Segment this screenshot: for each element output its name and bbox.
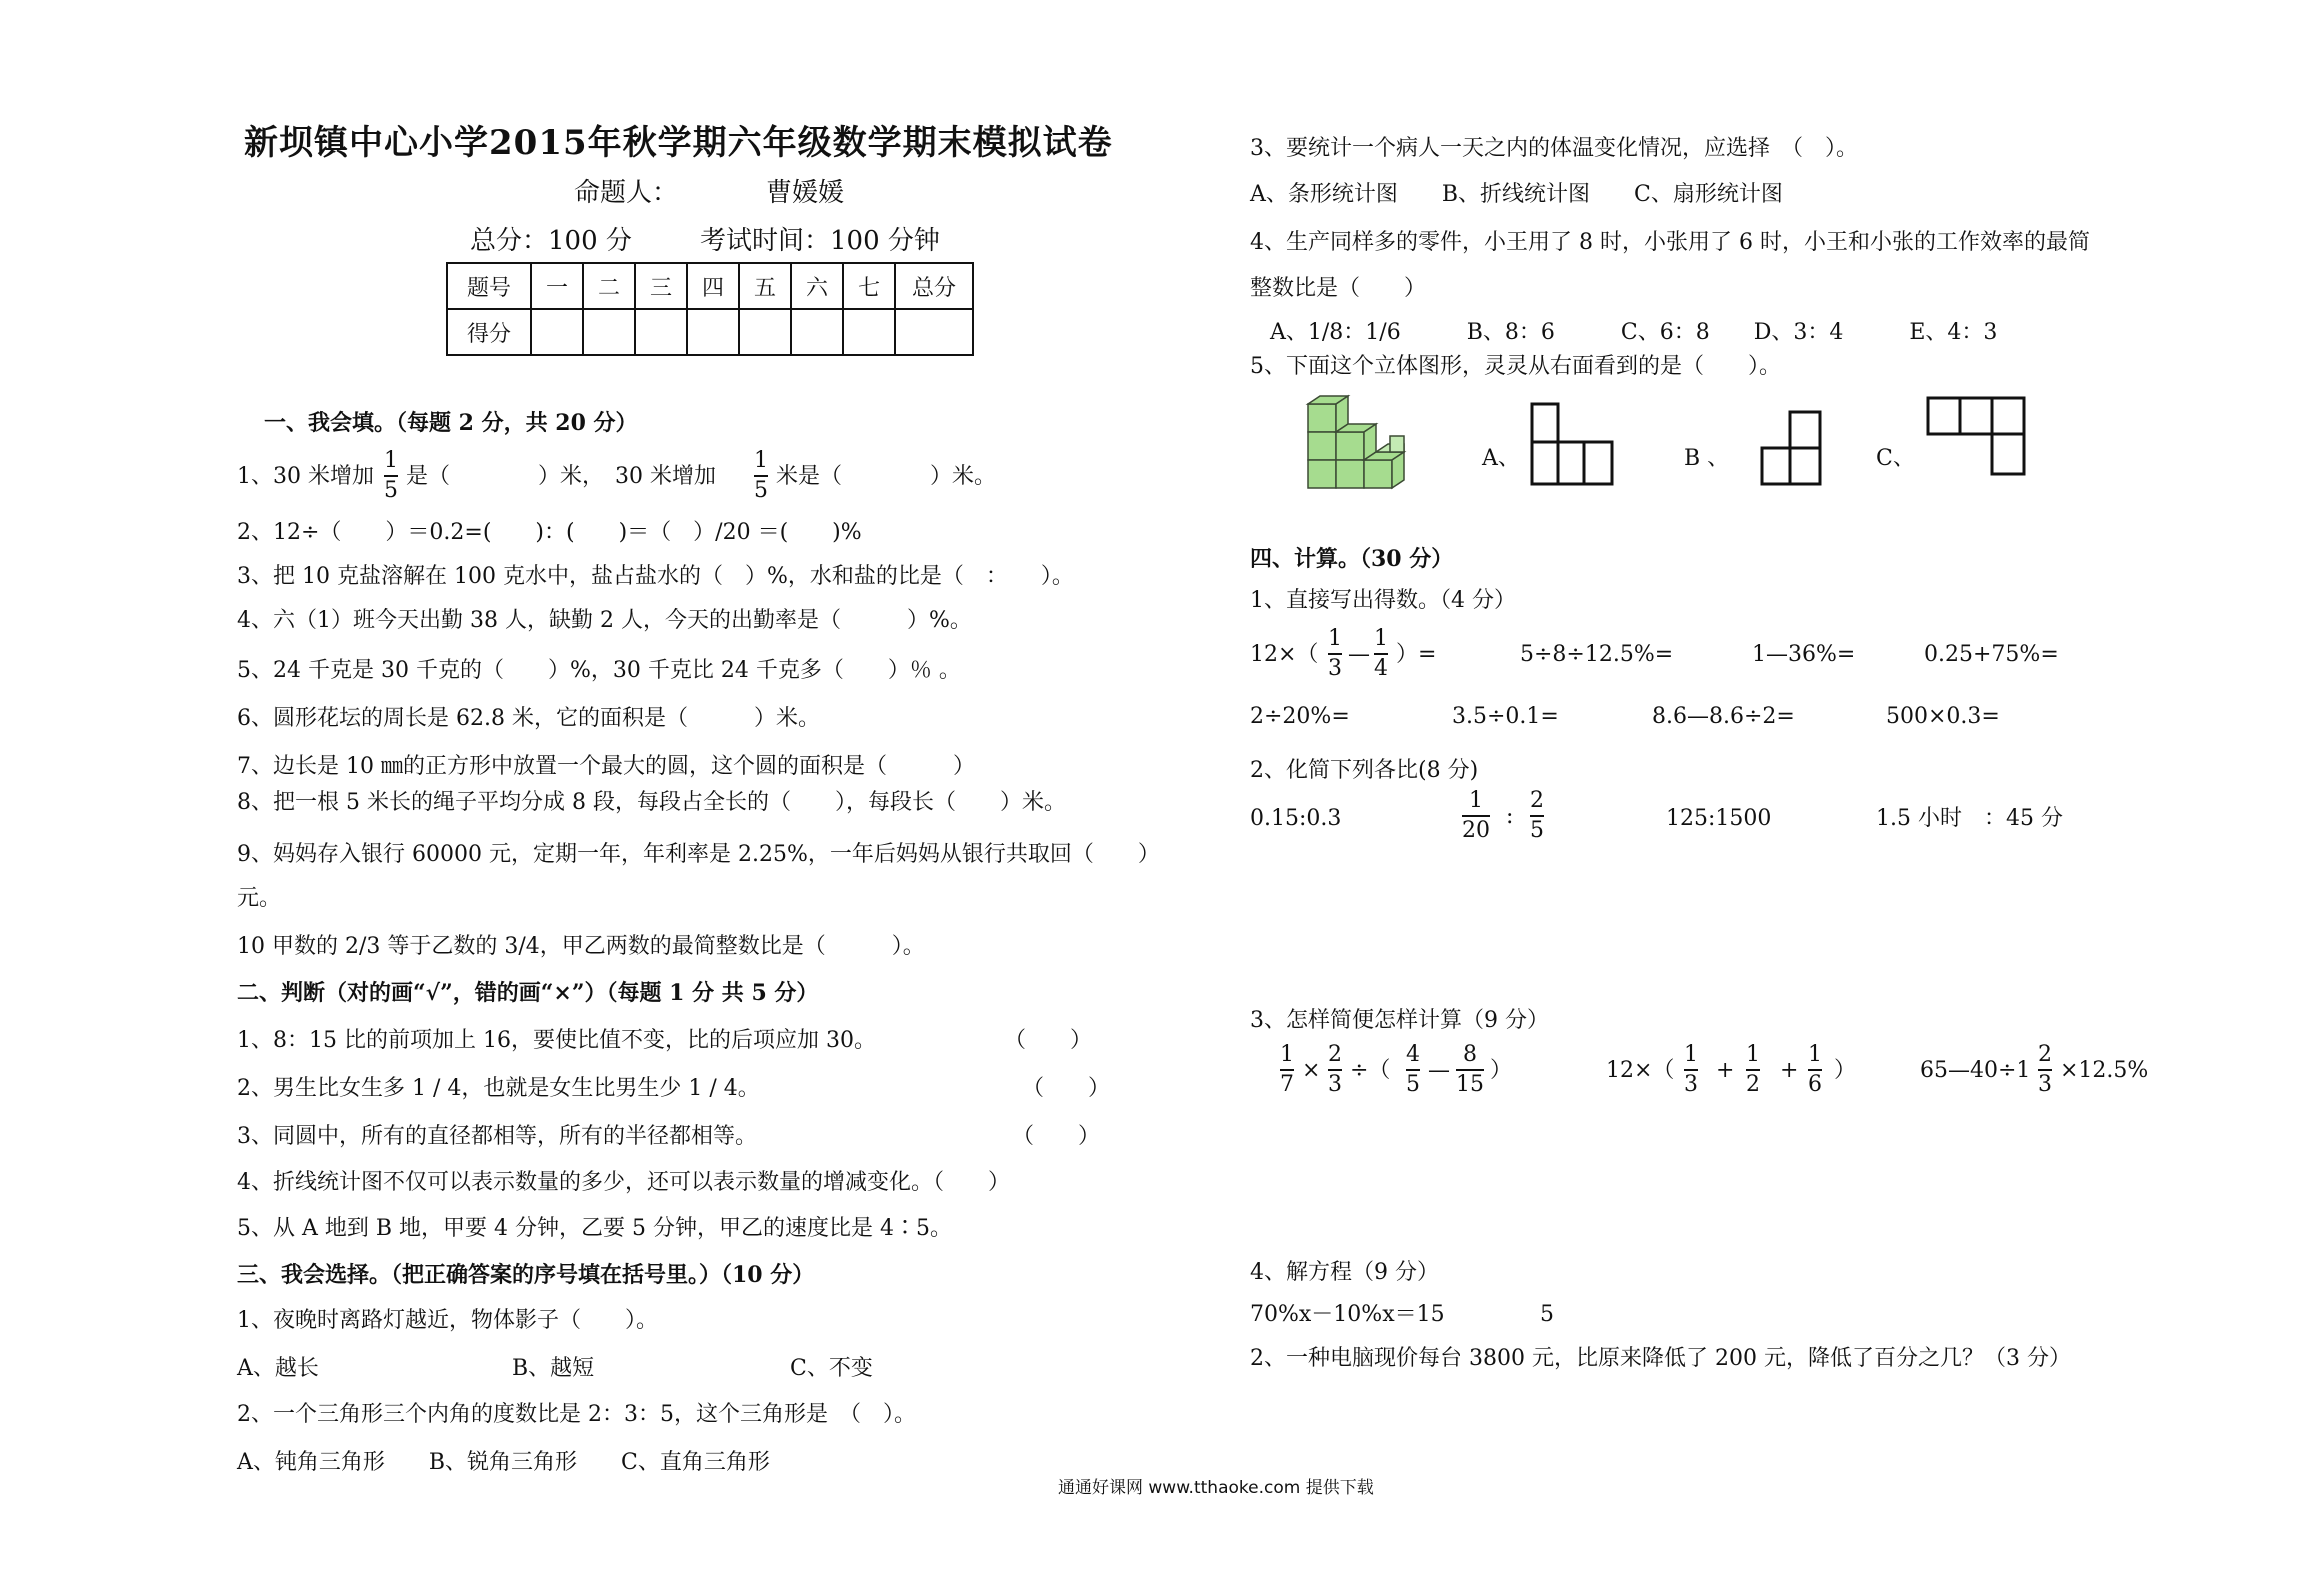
fraction-denominator: 3 xyxy=(1328,1072,1342,1097)
fraction-numerator: 1 xyxy=(754,448,768,473)
option-b-view xyxy=(1758,408,1830,490)
s4-calc-a-close: ） xyxy=(1490,1058,1513,1083)
fraction-numerator: 1 xyxy=(1280,1042,1294,1067)
s4-r2-item-4: 500×0.3= xyxy=(1886,704,2000,729)
cube-face xyxy=(1308,460,1336,488)
s4-calc-a-fraction-3 xyxy=(1406,1044,1420,1096)
s4-calc-b-fraction-2 xyxy=(1746,1044,1760,1096)
fraction-denominator: 20 xyxy=(1462,818,1490,843)
section4-title: 四、计算。（30 分） xyxy=(1250,546,1454,572)
cube-face xyxy=(1308,432,1336,460)
s3-q1-option-a: A、越长 xyxy=(237,1356,319,1381)
s3-q5-label-b: B 、 xyxy=(1684,446,1730,471)
s4-part3-title: 3、怎样简便怎样计算（9 分） xyxy=(1250,1008,1549,1033)
score-row-label: 得分 xyxy=(447,309,531,355)
author-label: 命题人： xyxy=(574,178,679,208)
exam-title: 新坝镇中心小学2015年秋学期六年级数学期末模拟试卷 xyxy=(244,123,1113,163)
fraction-numerator: 1 xyxy=(1808,1042,1822,1067)
s2-item-5: 5、从 A 地到 B 地，甲要 4 分钟，乙要 5 分钟，甲乙的速度比是 4∶5。 xyxy=(237,1216,952,1241)
s1-q2: 2、12÷（ ）＝0.2=( )：( )＝（ ）/20 ＝( )% xyxy=(237,520,862,545)
score-cell[interactable] xyxy=(843,309,895,355)
s4-r1-fraction-2 xyxy=(1374,628,1388,680)
s4-ratio-2-fraction-a xyxy=(1462,790,1490,842)
s4-r1-item-4: 0.25+75%= xyxy=(1924,642,2059,667)
s3-q2: 2、一个三角形三个内角的度数比是 2：3：5，这个三角形是 （ ）。 xyxy=(237,1402,916,1427)
fraction-numerator: 1 xyxy=(1746,1042,1760,1067)
score-cell[interactable] xyxy=(531,309,583,355)
fraction-numerator: 4 xyxy=(1406,1042,1420,1067)
s1-q5: 5、24 千克是 30 千克的（ ）%，30 千克比 24 千克多（ ）％ 。 xyxy=(237,658,961,683)
s4-r2-item-3: 8.6—8.6÷2= xyxy=(1652,704,1795,729)
cube-face xyxy=(1336,460,1364,488)
s4-calc-a-fraction-1 xyxy=(1280,1044,1294,1096)
fraction-numerator: 1 xyxy=(1684,1042,1698,1067)
s3-q1: 1、夜晚时离路灯越近，物体影子（ ）。 xyxy=(237,1308,658,1333)
s4-r2-item-2: 3.5÷0.1= xyxy=(1452,704,1559,729)
s4-calc-a-fraction-2 xyxy=(1328,1044,1342,1096)
score-cell[interactable] xyxy=(687,309,739,355)
score-header-cell: 四 xyxy=(687,263,739,309)
s1-q6: 6、圆形花坛的周长是 62.8 米，它的面积是（ ）米。 xyxy=(237,706,820,731)
s1-q3: 3、把 10 克盐溶解在 100 克水中，盐占盐水的（ ）%，水和盐的比是（ ： ）。 xyxy=(237,564,1074,589)
s3-q4-options: A、1/8：1/6 B、8：6 C、6：8 D、3：4 E、4：3 xyxy=(1270,320,1998,345)
fraction-denominator: 6 xyxy=(1808,1072,1822,1097)
s3-q5-label-c: C、 xyxy=(1876,446,1915,471)
fraction-numerator: 8 xyxy=(1463,1042,1477,1067)
s4-r1-item-2: 5÷8÷12.5%= xyxy=(1520,642,1674,667)
s4-part2-title: 2、化简下列各比(8 分) xyxy=(1250,758,1479,783)
fraction-numerator: 1 xyxy=(1328,626,1342,651)
total-score: 总分：100 分 xyxy=(470,226,632,256)
section2-title: 二、判断（对的画“√”，错的画“×”）（每题 1 分 共 5 分） xyxy=(237,980,819,1006)
s4-ratio-3: 125:1500 xyxy=(1666,806,1772,831)
fraction-denominator: 5 xyxy=(1406,1072,1420,1097)
s4-calc-b-prefix: 12×（ xyxy=(1606,1058,1675,1083)
option-a-view xyxy=(1528,400,1618,490)
s4-calc-a-div: ÷（ xyxy=(1350,1058,1391,1083)
cube-face xyxy=(1336,432,1364,460)
s4-part1-title: 1、直接写出得数。（4 分） xyxy=(1250,588,1516,613)
s4-part4-title: 4、解方程（9 分） xyxy=(1250,1260,1439,1285)
score-table-score-row xyxy=(447,309,973,355)
s4-r1-close: ）= xyxy=(1396,642,1437,667)
cube-face xyxy=(1390,436,1404,452)
s2-item-3: 3、同圆中，所有的直径都相等，所有的半径都相等。 xyxy=(237,1124,757,1149)
score-table xyxy=(446,262,974,356)
score-header-cell: 题号 xyxy=(447,263,531,309)
s4-ratio-1: 0.15:0.3 xyxy=(1250,806,1342,831)
s2-item-2: 2、男生比女生多 1 / 4，也就是女生比男生少 1 / 4。 xyxy=(237,1076,760,1101)
s2-item-1: 1、8：15 比的前项加上 16，要使比值不变，比的后项应加 30。 xyxy=(237,1028,876,1053)
fraction-denominator: 4 xyxy=(1374,656,1388,681)
s3-q2-options: A、钝角三角形 B、锐角三角形 C、直角三角形 xyxy=(237,1450,770,1475)
s4-calc-b-fraction-1 xyxy=(1684,1044,1698,1096)
s4-equation: 70%x－10%x＝15 xyxy=(1250,1302,1445,1327)
s4-equation-number: 5 xyxy=(1540,1302,1554,1327)
s3-q3: 3、要统计一个病人一天之内的体温变化情况，应选择 （ ）。 xyxy=(1250,136,1858,161)
s1-q1-fraction-b xyxy=(754,450,768,502)
s4-calc-c-suffix: ×12.5% xyxy=(2060,1058,2149,1083)
cube-figure xyxy=(1290,392,1430,504)
fraction-numerator: 1 xyxy=(1469,788,1483,813)
s1-q8: 8、把一根 5 米长的绳子平均分成 8 段，每段占全长的（ ），每段长（ ）米。 xyxy=(237,790,1066,815)
cube-face xyxy=(1308,404,1336,432)
s5-q2: 2、一种电脑现价每台 3800 元，比原来降低了 200 元，降低了百分之几？（3 分） xyxy=(1250,1346,2071,1371)
s1-q1-part-a: 1、30 米增加 xyxy=(237,464,374,489)
s3-q1-option-c: C、不变 xyxy=(790,1356,873,1381)
s1-q9-line2: 元。 xyxy=(237,886,282,911)
s4-calc-b-fraction-3 xyxy=(1808,1044,1822,1096)
fraction-denominator: 2 xyxy=(1746,1072,1760,1097)
score-cell[interactable] xyxy=(895,309,973,355)
s2-item-2-paren: （ ） xyxy=(1022,1076,1111,1101)
fraction-denominator: 5 xyxy=(384,478,398,503)
fraction-denominator: 3 xyxy=(1684,1072,1698,1097)
s1-q9-line1: 9、妈妈存入银行 60000 元，定期一年，年利率是 2.25%，一年后妈妈从银行共取回（ ） xyxy=(237,842,1160,867)
s2-item-1-paren: （ ） xyxy=(1004,1028,1093,1053)
section1-title: 一、我会填。（每题 2 分，共 20 分） xyxy=(264,410,638,436)
score-cell[interactable] xyxy=(583,309,635,355)
s3-q4-line2: 整数比是（ ） xyxy=(1250,276,1427,301)
s4-r2-item-1: 2÷20%= xyxy=(1250,704,1350,729)
s1-q10: 10 甲数的 2/3 等于乙数的 3/4，甲乙两数的最简整数比是（ ）。 xyxy=(237,934,925,959)
fraction-denominator: 3 xyxy=(2038,1072,2052,1097)
s2-item-4: 4、折线统计图不仅可以表示数量的多少，还可以表示数量的增减变化。（ ） xyxy=(237,1170,1010,1195)
score-header-cell: 总分 xyxy=(895,263,973,309)
score-cell[interactable] xyxy=(791,309,843,355)
score-header-cell: 三 xyxy=(635,263,687,309)
s3-q4-line1: 4、生产同样多的零件，小王用了 8 时，小张用了 6 时，小王和小张的工作效率的最简 xyxy=(1250,230,2090,255)
s1-q1-part-b: 是（ ）米， 30 米增加 xyxy=(406,464,716,489)
s4-calc-b-plus-1: + xyxy=(1716,1058,1735,1083)
fraction-denominator: 5 xyxy=(754,478,768,503)
score-header-cell: 六 xyxy=(791,263,843,309)
score-header-cell: 五 xyxy=(739,263,791,309)
s4-r1-fraction-1 xyxy=(1328,628,1342,680)
s3-q3-options: A、条形统计图 B、折线统计图 C、扇形统计图 xyxy=(1250,182,1783,207)
fraction-numerator: 1 xyxy=(384,448,398,473)
section3-title: 三、我会选择。（把正确答案的序号填在括号里。）（10 分） xyxy=(237,1262,815,1288)
option-c-view xyxy=(1924,394,2030,480)
score-header-cell: 二 xyxy=(583,263,635,309)
s1-q4: 4、六（1）班今天出勤 38 人，缺勤 2 人，今天的出勤率是（ ）%。 xyxy=(237,608,972,633)
fraction-denominator: 3 xyxy=(1328,656,1342,681)
fraction-numerator: 1 xyxy=(1374,626,1388,651)
fraction-denominator: 5 xyxy=(1530,818,1544,843)
fraction-numerator: 2 xyxy=(1530,788,1544,813)
footer-credit: 通通好课网 www.tthaoke.com 提供下载 xyxy=(1058,1478,1374,1498)
s4-ratio-2-colon: : xyxy=(1506,804,1514,829)
score-header-cell: 一 xyxy=(531,263,583,309)
score-table-header-row xyxy=(447,263,973,309)
fraction-numerator: 2 xyxy=(2038,1042,2052,1067)
s1-q7: 7、边长是 10 ㎜的正方形中放置一个最大的圆，这个圆的面积是（ ） xyxy=(237,754,975,779)
exam-time: 考试时间：100 分钟 xyxy=(700,226,940,256)
score-cell[interactable] xyxy=(635,309,687,355)
cube-face xyxy=(1364,460,1392,488)
fraction-numerator: 2 xyxy=(1328,1042,1342,1067)
author-name: 曹媛媛 xyxy=(766,178,845,208)
s2-item-3-paren: （ ） xyxy=(1012,1124,1101,1149)
score-header-cell: 七 xyxy=(843,263,895,309)
s4-calc-a-minus: — xyxy=(1428,1058,1450,1083)
s4-calc-b-plus-2: + xyxy=(1780,1058,1799,1083)
s4-calc-b-close: ） xyxy=(1834,1058,1857,1083)
fraction-denominator: 7 xyxy=(1280,1072,1294,1097)
fraction-denominator: 15 xyxy=(1456,1072,1484,1097)
s4-calc-a-fraction-4 xyxy=(1456,1044,1484,1096)
s1-q1-part-c: 米是（ ）米。 xyxy=(776,464,997,489)
s1-q1-fraction-a xyxy=(384,450,398,502)
s4-r1-prefix: 12×（ xyxy=(1250,642,1319,667)
s4-ratio-2-fraction-b xyxy=(1530,790,1544,842)
s3-q5: 5、下面这个立体图形，灵灵从右面看到的是（ ）。 xyxy=(1250,354,1781,379)
s4-r1-item-3: 1—36%= xyxy=(1752,642,1856,667)
s3-q5-label-a: A、 xyxy=(1482,446,1520,471)
s4-calc-a-times: × xyxy=(1302,1058,1321,1083)
score-cell[interactable] xyxy=(739,309,791,355)
s4-calc-c-fraction xyxy=(2038,1044,2052,1096)
s4-calc-c-prefix: 65—40÷1 xyxy=(1920,1058,2031,1083)
s3-q1-option-b: B、越短 xyxy=(512,1356,595,1381)
s4-r1-minus: — xyxy=(1348,642,1370,667)
s4-ratio-4: 1.5 小时 ：45 分 xyxy=(1876,806,2063,831)
